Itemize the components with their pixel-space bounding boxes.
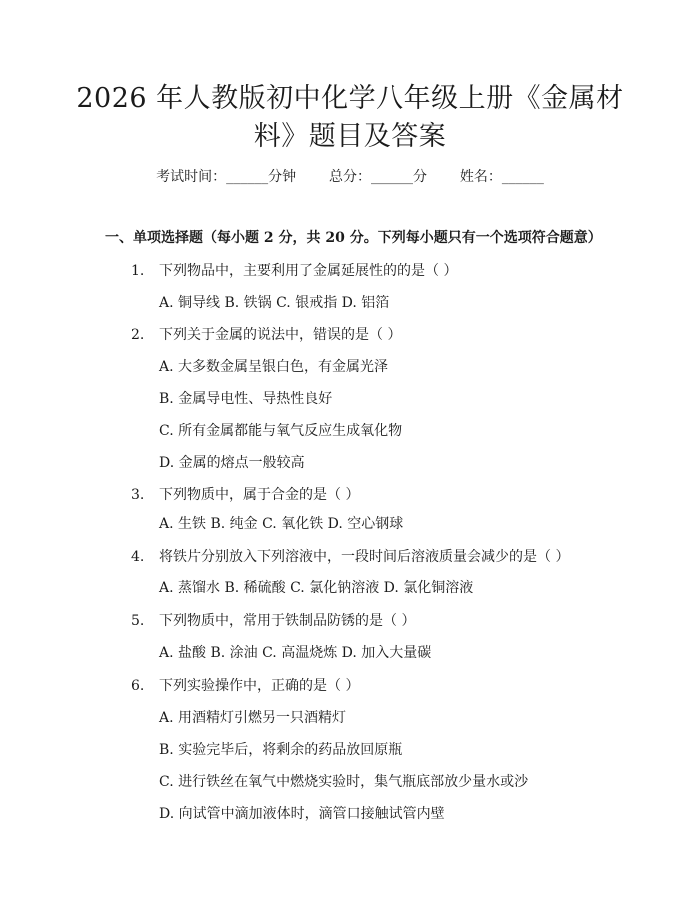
question-6-option-a: A. 用酒精灯引燃另一只酒精灯: [159, 710, 347, 726]
question-5: [131, 611, 415, 631]
question-text: 下列实验操作中，正确的是（ ）: [159, 678, 360, 694]
question-6-option-b: B. 实验完毕后，将剩余的药品放回原瓶: [159, 742, 403, 758]
question-1-options: A. 铜导线 B. 铁锅 C. 银戒指 D. 铝箔: [159, 295, 390, 311]
page-title: [60, 80, 640, 156]
exam-meta: [0, 167, 700, 187]
question-2-option-a: A. 大多数金属呈银白色，有金属光泽: [159, 359, 389, 375]
question-3: [131, 485, 359, 505]
title-line-2: 料》题目及答案: [253, 121, 447, 152]
question-number: 6.: [131, 678, 145, 694]
question-5-options: A. 盐酸 B. 涂油 C. 高温烧炼 D. 加入大量碳: [159, 645, 432, 661]
question-number: 3.: [131, 487, 145, 503]
question-text: 将铁片分别放入下列溶液中，一段时间后溶液质量会减少的是（ ）: [159, 549, 570, 565]
question-2-option-b: B. 金属导电性、导热性良好: [159, 391, 333, 407]
question-6-option-d: D. 向试管中滴加液体时，滴管口接触试管内壁: [159, 806, 445, 822]
question-1: [131, 261, 457, 281]
question-2-option-c: C. 所有金属都能与氧气反应生成氧化物: [159, 423, 403, 439]
question-6-option-c: C. 进行铁丝在氧气中燃烧实验时，集气瓶底部放少量水或沙: [159, 774, 529, 790]
exam-score: 总分：______分: [329, 169, 427, 185]
question-number: 1.: [131, 263, 145, 279]
question-text: 下列关于金属的说法中，错误的是（ ）: [159, 327, 402, 343]
section-heading: 一、单项选择题（每小题 2 分，共 20 分。下列每小题只有一个选项符合题意）: [105, 230, 602, 246]
question-3-options: A. 生铁 B. 纯金 C. 氧化铁 D. 空心钢球: [159, 516, 404, 532]
question-4: [131, 547, 569, 567]
question-number: 5.: [131, 613, 145, 629]
question-text: 下列物质中，属于合金的是（ ）: [159, 487, 360, 503]
question-2: [131, 325, 401, 345]
student-name: 姓名：______: [459, 169, 544, 185]
title-line-1: 2026 年人教版初中化学八年级上册《金属材: [76, 83, 624, 114]
question-6: [131, 676, 359, 696]
question-text: 下列物质中，常用于铁制品防锈的是（ ）: [159, 613, 416, 629]
question-text: 下列物品中，主要利用了金属延展性的的是（ ）: [159, 263, 458, 279]
question-number: 4.: [131, 549, 145, 565]
question-number: 2.: [131, 327, 145, 343]
exam-time: 考试时间：______分钟: [156, 169, 297, 185]
question-2-option-d: D. 金属的熔点一般较高: [159, 455, 305, 471]
question-4-options: A. 蒸馏水 B. 稀硫酸 C. 氯化钠溶液 D. 氯化铜溶液: [159, 580, 474, 596]
